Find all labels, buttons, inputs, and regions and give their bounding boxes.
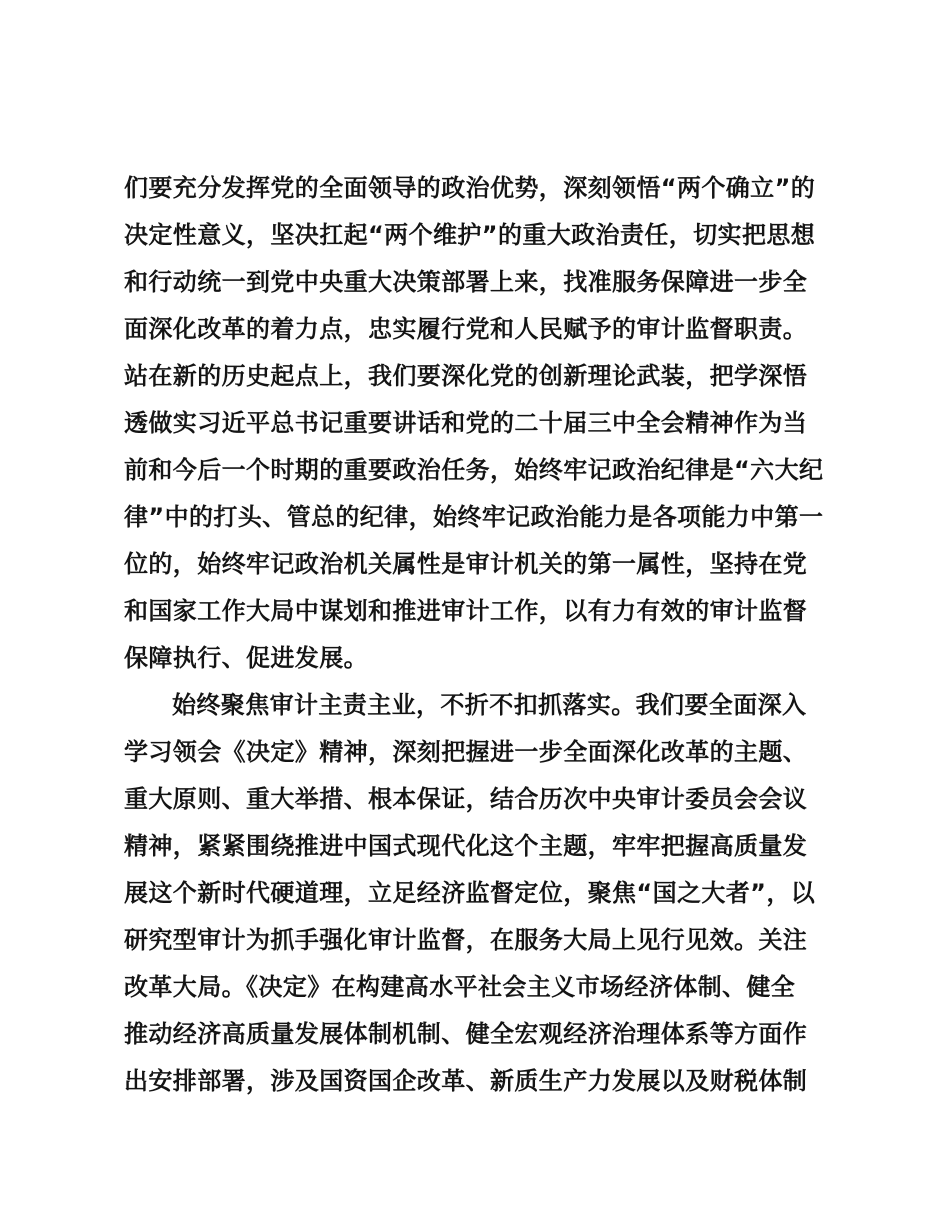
text-line: 重大原则、重大举措、根本保证，结合历次中央审计委员会会议 [124, 785, 808, 813]
text-line: 透做实习近平总书记重要讲话和党的二十届三中全会精神作为当 [124, 409, 808, 437]
text-line: 展这个新时代硬道理，立足经济监督定位，聚焦“国之大者”，以 [124, 879, 816, 907]
body-text [124, 165, 836, 1105]
paragraph-first-line: 始终聚焦审计主责主业，不折不扣抓落实。我们要全面深入 [172, 691, 807, 719]
text-line: 面深化改革的着力点，忠实履行党和人民赋予的审计监督职责。 [124, 315, 808, 343]
text-line: 位的，始终牢记政治机关属性是审计机关的第一属性，坚持在党 [124, 550, 808, 578]
text-line: 学习领会《决定》精神，深刻把握进一步全面深化改革的主题、 [124, 738, 808, 766]
text-line: 决定性意义，坚决扛起“两个维护”的重大政治责任，切实把思想 [124, 221, 816, 249]
text-line: 研究型审计为抓手强化审计监督，在服务大局上见行见效。关注 [124, 926, 808, 954]
text-line: 前和今后一个时期的重要政治任务，始终牢记政治纪律是“六大纪 [124, 456, 824, 484]
text-line: 推动经济高质量发展体制机制、健全宏观经济治理体系等方面作 [124, 1020, 808, 1048]
text-line: 们要充分发挥党的全面领导的政治优势，深刻领悟“两个确立”的 [124, 174, 816, 202]
text-line: 保障执行、促进发展。 [124, 644, 368, 672]
text-line: 和行动统一到党中央重大决策部署上来，找准服务保障进一步全 [124, 268, 808, 296]
text-line: 和国家工作大局中谋划和推进审计工作，以有力有效的审计监督 [124, 597, 808, 625]
text-line: 律”中的打头、管总的纪律，始终牢记政治能力是各项能力中第一 [124, 503, 824, 531]
text-line: 改革大局。《决定》在构建高水平社会主义市场经济体制、健全 [124, 973, 796, 1001]
text-line: 精神，紧紧围绕推进中国式现代化这个主题，牢牢把握高质量发 [124, 832, 808, 860]
text-line: 出安排部署，涉及国资国企改革、新质生产力发展以及财税体制 [124, 1067, 808, 1095]
text-line: 站在新的历史起点上，我们要深化党的创新理论武装，把学深悟 [124, 362, 808, 390]
